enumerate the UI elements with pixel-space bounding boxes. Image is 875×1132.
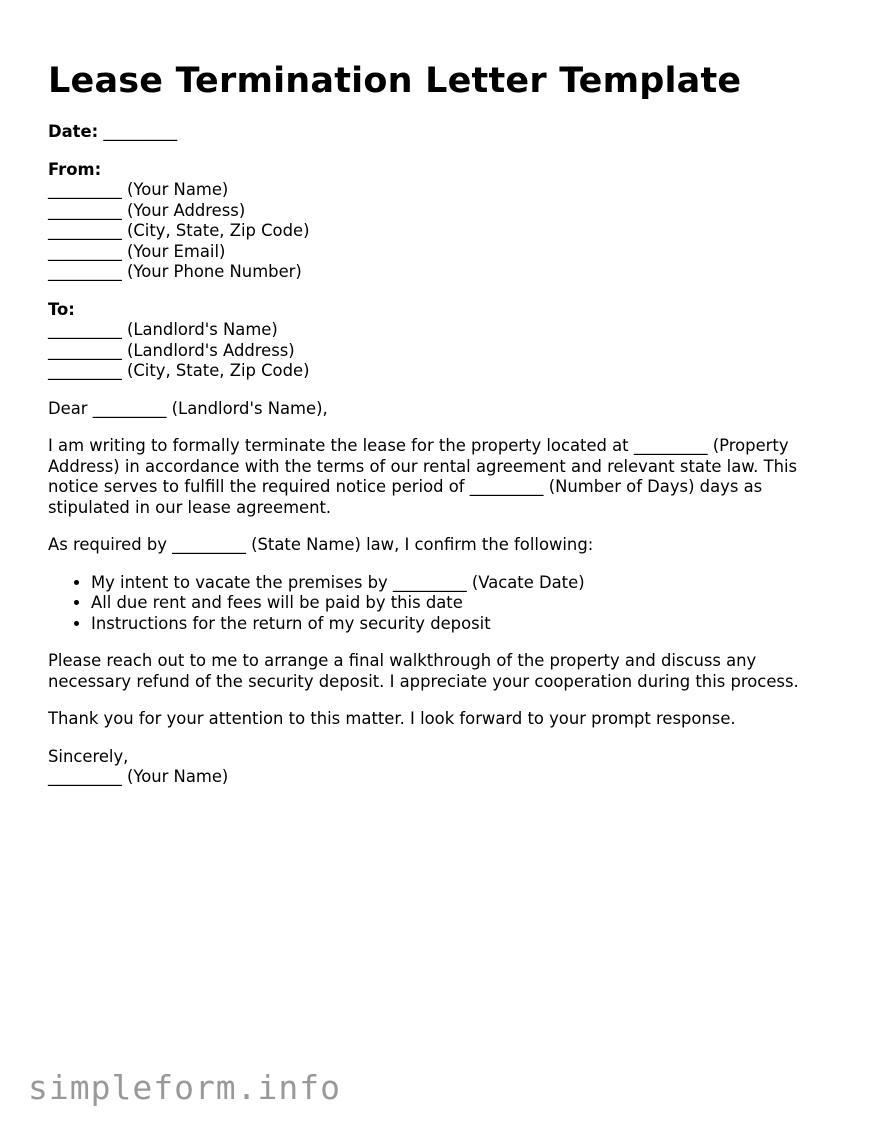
closing-section bbox=[48, 747, 828, 788]
to-line-address: _________ (Landlord's Address) bbox=[48, 340, 295, 360]
body-paragraph-4: Thank you for your attention to this matter. I look forward to your prompt response. bbox=[48, 709, 736, 728]
list-item: • My intent to vacate the premises by _________ (Vacate Date) bbox=[91, 573, 828, 594]
from-section bbox=[48, 160, 828, 283]
date-value: _________ bbox=[103, 122, 178, 141]
watermark: simpleform.info bbox=[28, 1068, 342, 1107]
body-paragraph-2: As required by _________ (State Name) law, I confirm the following: bbox=[48, 535, 594, 554]
valediction: Sincerely, bbox=[48, 746, 129, 766]
signature-line: _________ (Your Name) bbox=[48, 767, 229, 786]
confirmation-list bbox=[48, 573, 828, 635]
from-line-email: _________ (Your Email) bbox=[48, 241, 226, 261]
list-item: • All due rent and fees will be paid by this date bbox=[91, 593, 828, 614]
from-line-city: _________ (City, State, Zip Code) bbox=[48, 221, 310, 240]
date-section bbox=[48, 122, 828, 143]
to-section bbox=[48, 300, 828, 382]
page-title: Lease Termination Letter Template bbox=[48, 61, 742, 101]
body-paragraph-1: I am writing to formally terminate the lease for the property located at _________ (Property Address) in accordance with the terms of our rental agreement and relevant state law. This notice serves to fulfill the required notice period of _________ (Number of Days) days as stipulated in our lease agreement. bbox=[48, 436, 798, 517]
list-item: • Instructions for the return of my security deposit bbox=[91, 614, 828, 635]
letter-page bbox=[48, 58, 828, 788]
body-paragraph-3: Please reach out to me to arrange a final walkthrough of the property and discuss any necessary refund of the security deposit. I appreciate your cooperation during this process. bbox=[48, 651, 799, 691]
from-line-phone: _________ (Your Phone Number) bbox=[48, 262, 302, 281]
from-line-name: _________ (Your Name) bbox=[48, 180, 229, 199]
to-line-name: _________ (Landlord's Name) bbox=[48, 320, 278, 339]
from-line-address: _________ (Your Address) bbox=[48, 200, 246, 220]
to-line-city: _________ (City, State, Zip Code) bbox=[48, 361, 310, 380]
from-label: From: bbox=[48, 159, 102, 179]
date-label: Date: bbox=[48, 122, 99, 141]
to-label: To: bbox=[48, 299, 75, 319]
salutation: Dear _________ (Landlord's Name), bbox=[48, 398, 328, 418]
